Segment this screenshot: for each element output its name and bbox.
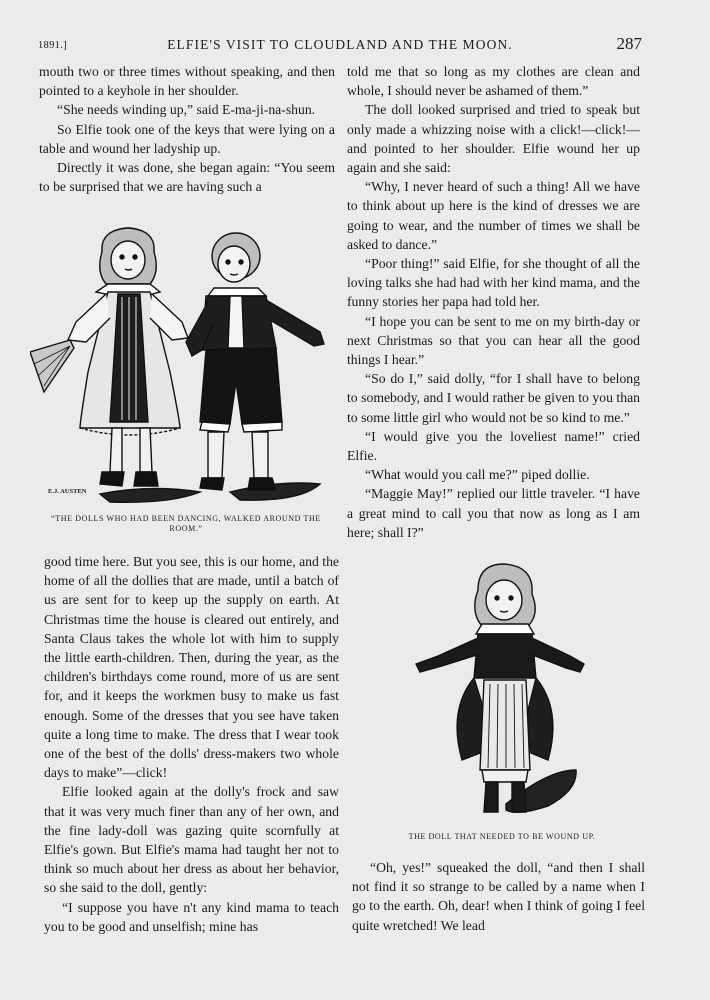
paragraph: So Elfie took one of the keys that were lying on a table and wound her ladyship up. <box>39 121 335 156</box>
paragraph: good time here. But you see, this is our home, and the home of all the dollies that are made, until a batch of us are sent for to keep up the supply on earth. At Christmas time the house is cleared out entirely, and Santa Claus takes the whole lot with him to supply the little earth-children. Then, during the year, as the children's birthdays come round, more of us are sent for, and it keeps the workmen busy to make us fast enough. Some of the dresses that you see have taken quite a long time to make. The dress that I wear took one of the best of the dolls' dress-makers two whole days to make”—click! <box>44 554 339 781</box>
paragraph: “What would you call me?” piped dollie. <box>365 467 590 483</box>
illustration-two-dolls <box>30 222 340 510</box>
paragraph: The doll looked surprised and tried to speak but only made a whizzing noise with a click!—click!—and pointed to her shoulder. Elfie wound her up again and she said: <box>347 102 640 176</box>
paragraph: “Poor thing!” said Elfie, for she thought of all the loving talks she had had with her kind mama, and the funny stories her papa had told her. <box>347 256 640 310</box>
paragraph: “I would give you the loveliest name!” cried Elfie. <box>347 428 640 464</box>
paragraph: mouth two or three times without speaking, and then pointed to a keyhole in her shoulder. <box>39 64 335 99</box>
artist-signature: E.J. AUSTEN <box>48 488 87 495</box>
paragraph: “Why, I never heard of such a thing! All we have to think about up here is the kind of dresses we are going to wear, and the number of times we shall be asked to dance.” <box>347 179 640 252</box>
header-date: 1891.] <box>38 40 67 51</box>
right-column-upper-text <box>347 62 640 542</box>
figure-caption: THE DOLL THAT NEEDED TO BE WOUND UP. <box>408 832 596 841</box>
paragraph: “Oh, yes!” squeaked the doll, “and then I shall not find it so strange to be called by a name when I go to the earth. Oh, dear! when I think of going I feel quite wretched! We lead <box>352 860 645 933</box>
left-column-upper-text <box>39 62 335 196</box>
left-column-lower-text <box>44 552 339 936</box>
paragraph: “I hope you can be sent to me on my birth-day or next Christmas so that you can hear all the good things I hear.” <box>347 313 640 368</box>
figure-caption: “THE DOLLS WHO HAD BEEN DANCING, WALKED AROUND THE ROOM.” <box>51 514 321 533</box>
paragraph: “So do I,” said dolly, “for I shall have to belong to somebody, and I would rather be given to you than to some little girl who would not be so kind to me.” <box>347 371 640 425</box>
header-title: ELFIE'S VISIT TO CLOUDLAND AND THE MOON. <box>167 37 513 52</box>
paragraph: “Maggie May!” replied our little traveler. “I have a great mind to call you that now as long as I am here; shall I?” <box>347 486 640 540</box>
paragraph: “I suppose you have n't any kind mama to teach you to be good and unselfish; mine has <box>44 899 339 934</box>
page-number: 287 <box>616 34 642 53</box>
illustration-single-doll <box>408 560 598 830</box>
right-column-lower-text <box>352 858 645 935</box>
paragraph: Directly it was done, she began again: “You seem to be surprised that we are having such a <box>39 160 335 195</box>
paragraph: Elfie looked again at the dolly's frock and saw that it was very much finer than any of her own, and the fine lady-doll was gazing quite scornfully at Elfie's gown. But Elfie's mama had taught her not to think so much about her dress as about her behavior, so she said to the doll, gently: <box>44 784 339 896</box>
running-header <box>38 34 642 56</box>
paragraph: “She needs winding up,” said E-ma-ji-na-shun. <box>57 102 316 118</box>
paragraph: told me that so long as my clothes are clean and whole, I should never be ashamed of them.” <box>347 64 640 99</box>
